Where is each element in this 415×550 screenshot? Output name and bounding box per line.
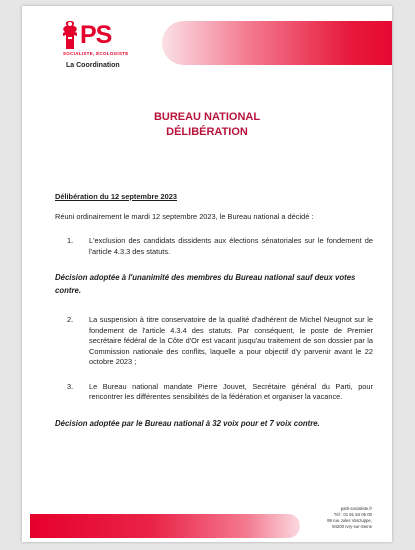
header-band: [162, 21, 392, 65]
footer-city: 94200 Ivry-sur-Seine: [332, 524, 372, 529]
document-page: [22, 6, 392, 542]
logo-tagline: La Coordination: [66, 62, 120, 69]
list-item-number: 3.: [67, 381, 74, 391]
list-item: [55, 315, 373, 368]
decision-statement-2: Décision adoptée par le Bureau national à 32 voix pour et 7 voix contre.: [55, 418, 320, 428]
title-line-1: BUREAU NATIONAL: [153, 111, 261, 123]
footer-contact: [308, 506, 372, 530]
footer-website: parti-socialiste.fr: [340, 506, 372, 511]
list-item-text: Le Bureau national mandate Pierre Jouvet, Secrétaire général du Parti, pour rencontrer les différentes sensibilités de la fédération et organiser la vacance.: [89, 381, 373, 401]
list-item-number: 1.: [67, 236, 74, 245]
list-item: [55, 382, 373, 403]
ps-logo: [56, 20, 129, 72]
document-body: [55, 192, 373, 448]
logo-wordmark: PS: [80, 21, 112, 49]
list-item: [55, 236, 373, 257]
document-title: [22, 110, 392, 140]
title-line-2: DÉLIBÉRATION: [166, 126, 248, 138]
footer-band: [30, 514, 300, 538]
footer-phone: Tél : 01 81 94 05 00: [333, 512, 372, 517]
list-item-number: 2.: [67, 315, 74, 324]
list-item-text: La suspension à titre conservatoire de la qualité d'adhérent de Michel Neugnot sur le fondement de l'article 4.3.4 des statuts. Par conséquent, le poste de Premier secrétaire fédéral de la Côte d'Or est vacant jusqu'au traitement de son dossier par la Commission nationale des conflits, laquelle a pour objectif d'y parvenir avant le 22 octobre 2023 ;: [89, 315, 373, 366]
decision-statement-1: Décision adoptée à l'unanimité des membres du Bureau national sauf deux votes contre.: [55, 273, 356, 295]
deliberation-date: Délibération du 12 septembre 2023: [55, 192, 177, 201]
list-item-text: L'exclusion des candidats dissidents aux élections sénatoriales sur le fondement de l'article 4.3.3 des statuts.: [89, 236, 373, 256]
footer-address: 99 rue Jules Vanzuppe,: [327, 518, 372, 523]
logo-emblem-icon: [60, 20, 80, 50]
logo-subtitle: SOCIALISTE, ÉCOLOGISTE: [63, 51, 129, 56]
intro-paragraph: Réuni ordinairement le mardi 12 septembre 2023, le Bureau national a décidé :: [55, 211, 314, 221]
